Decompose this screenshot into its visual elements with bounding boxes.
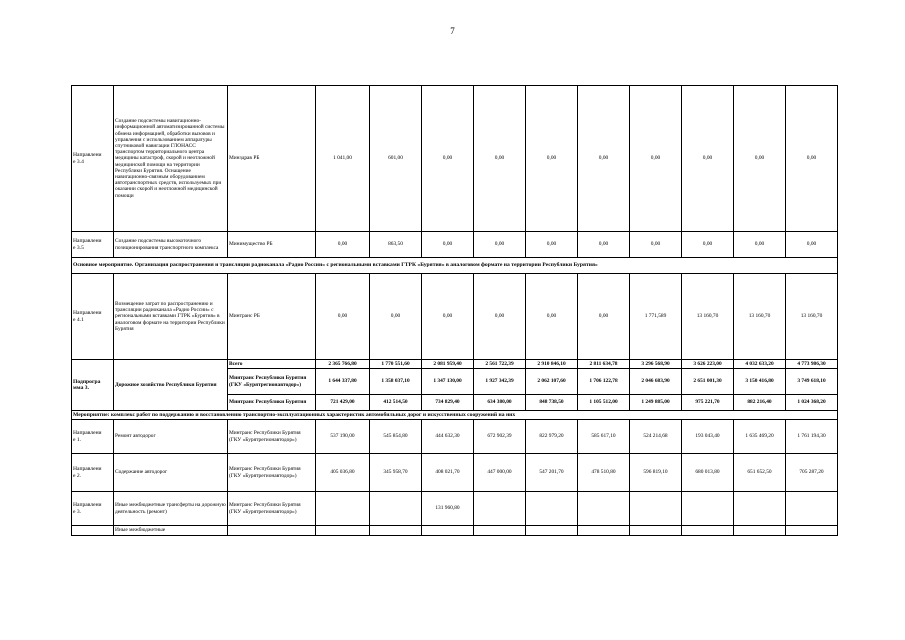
year-value: 1 770 551,60 <box>370 360 422 369</box>
year-value: 1 024 368,20 <box>786 395 838 411</box>
year-value <box>474 492 526 526</box>
year-value: 2 046 683,90 <box>630 369 682 395</box>
year-value: 848 738,50 <box>526 395 578 411</box>
year-value <box>786 492 838 526</box>
table-row <box>72 86 838 232</box>
year-value: 0,00 <box>422 232 474 258</box>
year-value: 0,00 <box>316 274 370 360</box>
year-value: 131 960,80 <box>422 492 474 526</box>
year-value: 2 811 634,78 <box>578 360 630 369</box>
year-value: 0,00 <box>734 86 786 232</box>
table-row <box>72 454 838 492</box>
responsible-agency: Минтранс Республики Бурятия (ГКУ «Бурятрегионавтодор») <box>228 454 316 492</box>
responsible-agency: Минздрав РБ <box>228 86 316 232</box>
year-value: 2 081 959,40 <box>422 360 474 369</box>
year-value: 0,00 <box>630 232 682 258</box>
responsible-agency: Минтранс Республики Бурятия (ГКУ «Бурятрегионавтодор») <box>228 369 316 395</box>
year-value: 193 043,40 <box>682 420 734 454</box>
direction-code: Направлени е 2. <box>72 454 114 492</box>
year-value: 0,00 <box>578 232 630 258</box>
year-value: 863,50 <box>370 232 422 258</box>
year-value: 0,00 <box>526 232 578 258</box>
year-value: 822 979,20 <box>526 420 578 454</box>
section-row <box>72 411 838 420</box>
direction-name: Содержание автодорог <box>114 454 228 492</box>
year-value: 1 041,00 <box>316 86 370 232</box>
year-value: 0,00 <box>316 232 370 258</box>
year-value <box>734 492 786 526</box>
year-value: 672 902,39 <box>474 420 526 454</box>
year-value <box>228 526 316 536</box>
year-value: 0,00 <box>786 86 838 232</box>
direction-name: Иные межбюджетные трансферты на дорожную деятельность (ремонт) <box>114 492 228 526</box>
year-value: 0,00 <box>682 232 734 258</box>
year-value: 651 652,50 <box>734 454 786 492</box>
responsible-agency: Минимущество РБ <box>228 232 316 258</box>
direction-name: Иные межбюджетные <box>114 526 228 536</box>
responsible-agency: Минтранс Республики Бурятия (ГКУ «Бурятрегионавтодор») <box>228 420 316 454</box>
year-value: 0,00 <box>370 274 422 360</box>
table-row <box>72 492 838 526</box>
year-value: 13 160,70 <box>786 274 838 360</box>
year-value <box>422 526 474 536</box>
direction-code: Направлени е 1. <box>72 420 114 454</box>
direction-code <box>72 526 114 536</box>
year-value <box>370 526 422 536</box>
year-value: 4 032 633,20 <box>734 360 786 369</box>
direction-code: Направлени е 3.5 <box>72 232 114 258</box>
year-value: 585 617,10 <box>578 420 630 454</box>
year-value: 0,00 <box>578 86 630 232</box>
responsible-agency: Всего <box>228 360 316 369</box>
year-value: 0,00 <box>786 232 838 258</box>
table-row <box>72 232 838 258</box>
year-value: 408 021,70 <box>422 454 474 492</box>
year-value <box>370 492 422 526</box>
year-value: 0,00 <box>422 86 474 232</box>
year-value: 0,00 <box>422 274 474 360</box>
year-value: 975 221,70 <box>682 395 734 411</box>
direction-name: Ремонт автодорог <box>114 420 228 454</box>
year-value: 0,00 <box>526 274 578 360</box>
year-value: 0,00 <box>474 232 526 258</box>
budget-table <box>71 85 838 536</box>
year-value: 524 214,68 <box>630 420 682 454</box>
table-row <box>72 526 838 536</box>
year-value: 13 160,70 <box>734 274 786 360</box>
year-value: 1 635 469,20 <box>734 420 786 454</box>
year-value: 1 347 130,00 <box>422 369 474 395</box>
year-value: 1 761 194,30 <box>786 420 838 454</box>
year-value: 2 561 722,39 <box>474 360 526 369</box>
year-value: 447 000,00 <box>474 454 526 492</box>
year-value: 345 958,70 <box>370 454 422 492</box>
year-value: 412 514,50 <box>370 395 422 411</box>
year-value <box>630 526 682 536</box>
year-value: 1 771,589 <box>630 274 682 360</box>
year-value <box>474 526 526 536</box>
year-value: 3 150 416,80 <box>734 369 786 395</box>
year-value: 545 854,80 <box>370 420 422 454</box>
year-value: 478 510,80 <box>578 454 630 492</box>
year-value: 4 773 986,30 <box>786 360 838 369</box>
direction-code: Направлени е 3. <box>72 492 114 526</box>
year-value: 405 036,80 <box>316 454 370 492</box>
year-value: 13 160,70 <box>682 274 734 360</box>
year-value: 601,00 <box>370 86 422 232</box>
responsible-agency: Минтранс РБ <box>228 274 316 360</box>
year-value: 1 249 885,00 <box>630 395 682 411</box>
year-value: 705 287,20 <box>786 454 838 492</box>
year-value: 721 429,00 <box>316 395 370 411</box>
year-value <box>682 526 734 536</box>
year-value <box>630 492 682 526</box>
year-value: 2 365 766,80 <box>316 360 370 369</box>
subprogram-name: Дорожное хозяйство Республики Бурятия <box>114 360 228 411</box>
year-value: 0,00 <box>630 86 682 232</box>
year-value <box>526 492 578 526</box>
page-number: 7 <box>450 26 455 36</box>
year-value: 3 296 568,90 <box>630 360 682 369</box>
year-value: 3 749 618,10 <box>786 369 838 395</box>
subprogram-row <box>72 360 838 369</box>
direction-code: Направлени е 4.1 <box>72 274 114 360</box>
year-value: 0,00 <box>734 232 786 258</box>
year-value <box>682 492 734 526</box>
year-value: 2 910 846,10 <box>526 360 578 369</box>
year-value: 596 819,10 <box>630 454 682 492</box>
direction-name: Создание подсистемы высокоточного позиционирования транспортного комплекса <box>114 232 228 258</box>
year-value: 444 632,30 <box>422 420 474 454</box>
year-value: 0,00 <box>578 274 630 360</box>
year-value <box>316 526 370 536</box>
year-value <box>734 526 786 536</box>
year-value <box>786 526 838 536</box>
year-value: 1 927 342,39 <box>474 369 526 395</box>
year-value: 0,00 <box>474 86 526 232</box>
year-value <box>526 526 578 536</box>
section-heading: Мероприятие: комплекс работ по поддержанию и восстановлению транспортно-эксплуатационных характеристик автомобильных дорог и искусственных сооружений на них <box>72 411 838 420</box>
year-value: 0,00 <box>682 86 734 232</box>
year-value <box>578 526 630 536</box>
year-value: 2 062 107,60 <box>526 369 578 395</box>
year-value: 734 829,40 <box>422 395 474 411</box>
direction-name: Возмещение затрат по распространению и трансляции радиоканала «Радио России» с региональными вставками ГТРК «Бурятия» в аналоговом формате на территории Республики Бурятия <box>114 274 228 360</box>
year-value: 3 626 223,00 <box>682 360 734 369</box>
year-value: 1 644 337,80 <box>316 369 370 395</box>
table-row <box>72 274 838 360</box>
direction-name: Создание подсистемы навигационно-информационной автоматизированной системы обмена информацией, обработки вызовов и управления с использованием аппаратуры спутниковой навигации ГЛОНАСС транспортом территориального центра медицины катастроф, скорой и неотложной медицинской помощи на территории Республики Бурятия. Оснащение навигационно-связным оборудованием автотранспортных средств, используемых при оказании скорой и неотложной медицинской помощи <box>114 86 228 232</box>
year-value: 2 651 001,30 <box>682 369 734 395</box>
year-value: 547 201,70 <box>526 454 578 492</box>
year-value: 537 190,00 <box>316 420 370 454</box>
year-value: 1 358 037,10 <box>370 369 422 395</box>
year-value: 0,00 <box>526 86 578 232</box>
section-heading: Основное мероприятие. Организация распространения и трансляции радиоканала «Радио России» с региональными вставками ГТРК «Бурятия» в аналоговом формате на территории Республики Бурятия» <box>72 258 838 274</box>
year-value: 1 105 512,00 <box>578 395 630 411</box>
table-row <box>72 420 838 454</box>
subprogram-code: Подпрогра мма 3. <box>72 360 114 411</box>
responsible-agency: Минтранс Республики Бурятия (ГКУ «Бурятрегионавтодор») <box>228 492 316 526</box>
year-value: 680 013,80 <box>682 454 734 492</box>
year-value: 1 706 122,78 <box>578 369 630 395</box>
section-row <box>72 258 838 274</box>
year-value <box>578 492 630 526</box>
responsible-agency: Минтранс Республики Бурятия <box>228 395 316 411</box>
year-value: 882 216,40 <box>734 395 786 411</box>
year-value: 0,00 <box>474 274 526 360</box>
year-value <box>316 492 370 526</box>
direction-code: Направлени е 3.4 <box>72 86 114 232</box>
year-value: 634 380,00 <box>474 395 526 411</box>
